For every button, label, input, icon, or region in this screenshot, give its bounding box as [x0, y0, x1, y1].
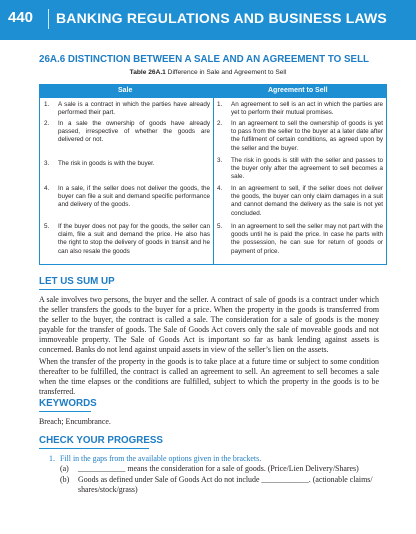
row-number: 1.	[217, 101, 223, 108]
sum-up-underline	[39, 289, 108, 290]
keywords-heading: KEYWORDS	[39, 398, 97, 409]
cell-text: In a sale, if the seller does not deliver the goods, the buyer can file a suit and demand specific performance and delivery of the goods.	[58, 185, 210, 209]
row-number: 4.	[44, 185, 50, 192]
question-1a-label: (a)	[60, 464, 69, 473]
table-caption-text: Difference in Sale and Agreement to Sell	[165, 69, 287, 76]
page-number: 440	[8, 9, 34, 26]
row-number: 1.	[44, 101, 50, 108]
question-1a-text: ____________ means the consideration for a sale of goods. (Price/Lien Delivery/Shares)	[78, 464, 359, 473]
row-number: 5.	[44, 223, 50, 230]
cell-text: In an agreement to sell the seller may not part with the goods until he is paid the price. In case he parts with the possession, he can sue for return of goods or payment of price.	[231, 223, 383, 255]
question-1b-label: (b)	[60, 475, 70, 484]
progress-underline	[39, 448, 149, 449]
cell-text: A sale is a contract in which the parties have already performed their part.	[58, 101, 210, 117]
row-number: 4.	[217, 185, 223, 192]
question-1-text: Fill in the gaps from the available options given in the brackets.	[60, 454, 262, 463]
row-number: 5.	[217, 223, 223, 230]
sum-up-paragraph-2: When the transfer of the property in the goods is to take place at a future time or subject to some condition thereafter to be fulfilled, the contract is called an agreement to sell. An agreement to sell becomes a sale when the time elapses or the conditions are fulfilled, subject to which the property in the goods is to be transferred.	[39, 357, 379, 397]
section-heading: 26A.6 DISTINCTION BETWEEN A SALE AND AN AGREEMENT TO SELL	[39, 54, 370, 65]
sum-up-paragraph-1: A sale involves two persons, the buyer and the seller. A contract of sale of goods is a contract under which the seller transfers the goods to the buyer for a price. When the property in the goods is transferred from the seller to the buyer, the contract is called a sale. The consideration for a sale of goods is the money payable for the transfer of goods. The Sale of Goods Act covers only the sale of moveable goods and not immoveable property. The Sale of Goods Act is important so far as bank lending against assets is concerned. Banks do not lend against unpaid assets in view of the seller’s lien on the assets.	[39, 295, 379, 355]
keywords-underline	[39, 411, 91, 412]
keywords-text: Breach; Encumbrance.	[39, 417, 111, 426]
question-1-number: 1.	[49, 454, 55, 463]
running-title: BANKING REGULATIONS AND BUSINESS LAWS	[56, 10, 387, 26]
progress-heading: CHECK YOUR PROGRESS	[39, 435, 163, 446]
column-divider	[213, 85, 214, 264]
row-number: 3.	[217, 157, 223, 164]
comparison-table	[39, 84, 387, 265]
header-divider	[48, 9, 49, 29]
cell-text: An agreement to sell is an act in which the parties are yet to perform their mutual promises.	[231, 101, 383, 117]
page-header	[0, 0, 416, 40]
cell-text: In an agreement to sell the ownership of goods is yet to pass from the seller to the buyer at a later date after the fulfilment of certain conditions, as agreed upon by the seller and the buyer.	[231, 120, 383, 152]
question-1b-line-1: Goods as defined under Sale of Goods Act do not include ____________. (actionable claims/	[78, 475, 373, 484]
table-caption-label: Table 26A.1	[129, 69, 166, 76]
row-number: 2.	[217, 120, 223, 127]
table-caption	[0, 69, 416, 76]
cell-text: The risk in goods is with the buyer.	[58, 160, 155, 167]
cell-text: If the buyer does not pay for the goods, the seller can claim, file a suit and demand the price. He also has the right to stop the delivery of goods in transit and he can also resale the goods	[58, 223, 210, 255]
column-header-sale: Sale	[118, 87, 133, 94]
row-number: 2.	[44, 120, 50, 127]
sum-up-heading: LET US SUM UP	[39, 276, 115, 287]
column-header-agreement: Agreement to Sell	[268, 87, 328, 94]
question-1b-line-2: shares/stock/grass)	[78, 485, 138, 494]
cell-text: In a sale the ownership of goods have already passed, irrespective of whether the goods are delivered or not.	[58, 120, 210, 144]
cell-text: In an agreement to sell, if the seller does not deliver the goods, the buyer can only claim damages in a suit and cannot demand the delivery as the sale is not yet concluded.	[231, 185, 383, 217]
cell-text: The risk in goods is still with the seller and passes to the buyer only after the agreement to sell becomes a sale.	[231, 157, 383, 181]
row-number: 3.	[44, 160, 50, 167]
